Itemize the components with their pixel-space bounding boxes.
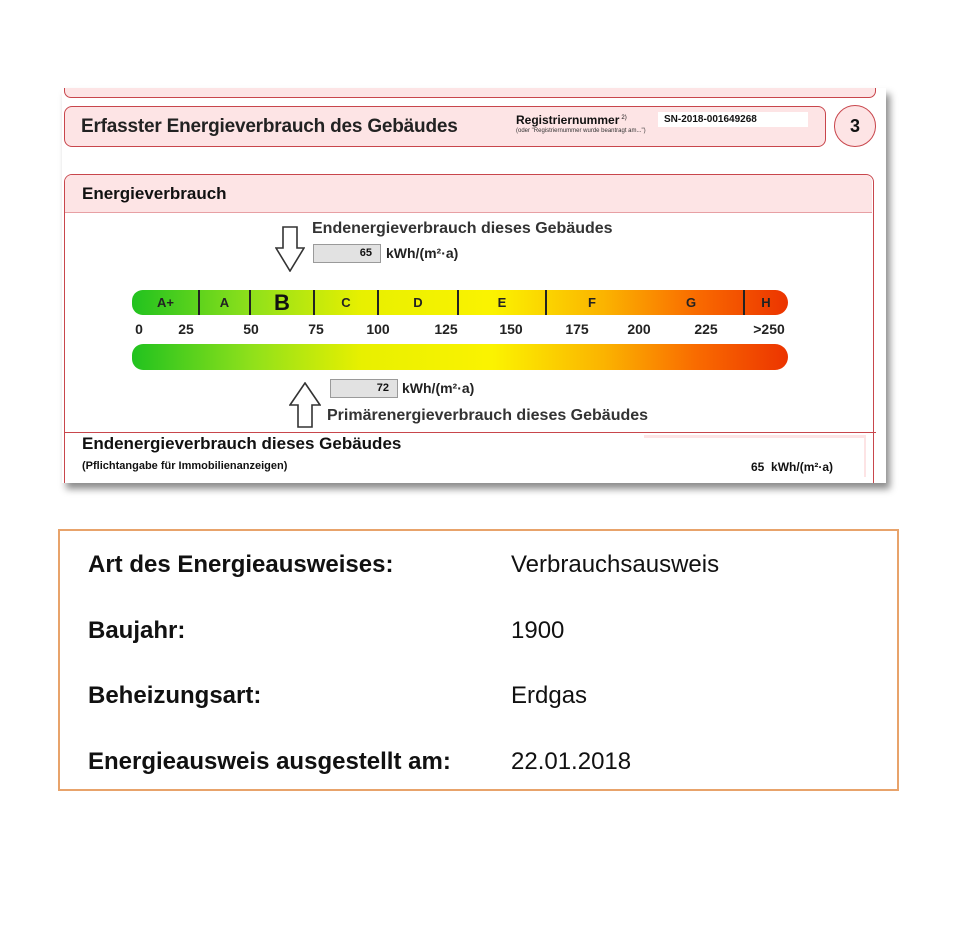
scale-tick-4: 100 (366, 321, 390, 337)
end-energy-value-box: 65 (313, 244, 381, 263)
end-energy-label: Endenergieverbrauch dieses Gebäudes (312, 220, 613, 237)
certificate-title: Erfasster Energieverbrauch des Gebäudes (81, 116, 458, 137)
registration-label: Registriernummer $^{2)}$ (516, 113, 627, 127)
scale-tick-10: >250 (753, 321, 785, 337)
previous-section-edge (64, 88, 876, 98)
detail-value: 1900 (511, 617, 565, 644)
scale-tick-0: 0 (135, 321, 143, 337)
detail-label: Art des Energieausweises: (88, 551, 394, 578)
page-number-badge: 3 (834, 105, 876, 147)
primary-energy-label: Primärenergieverbrauch dieses Gebäudes (327, 407, 649, 424)
scale-tick-7: 175 (565, 321, 589, 337)
detail-label: Baujahr: (88, 617, 186, 644)
energy-class-g: G (685, 295, 697, 310)
footer-value-number: 65 (751, 460, 765, 474)
footer-title: Endenergieverbrauch dieses Gebäudes (82, 434, 402, 453)
energy-class-c: C (341, 295, 351, 310)
energy-class-scale (132, 290, 788, 315)
energy-class-a: A (219, 295, 230, 310)
energy-class-d: D (413, 295, 423, 310)
energy-class-f: F (588, 295, 596, 310)
registration-number: SN-2018-001649268 (658, 112, 808, 127)
consumption-section-title: Energieverbrauch (82, 184, 227, 203)
scale-tick-9: 225 (694, 321, 718, 337)
detail-value: Verbrauchsausweis (511, 551, 720, 578)
energy-gradient-bar (132, 344, 788, 370)
primary-energy-value-box: 72 (330, 379, 398, 398)
scale-tick-6: 150 (499, 321, 523, 337)
energy-class-e: E (497, 295, 507, 310)
footer-divider (64, 432, 876, 433)
primary-energy-unit: kWh/(m²·a) (402, 380, 475, 396)
primary-energy-up-arrow-icon (289, 382, 321, 428)
energy-class-a-plus: A+ (157, 295, 174, 310)
scale-tick-2: 50 (243, 321, 259, 337)
detail-value: 22.01.2018 (511, 748, 632, 775)
energy-certificate-excerpt (62, 88, 886, 483)
scale-tick-5: 125 (434, 321, 458, 337)
energy-class-b: B (274, 290, 290, 315)
scale-tick-3: 75 (308, 321, 324, 337)
scale-tick-1: 25 (178, 321, 194, 337)
footer-value-unit: kWh/(m²·a) (771, 460, 834, 474)
energy-class-h: H (761, 295, 771, 310)
end-energy-unit: kWh/(m²·a) (386, 245, 459, 261)
registration-note: (oder "Registriernummer wurde beantragt am...") (516, 128, 646, 134)
footer-end-energy-value (751, 460, 833, 474)
detail-label: Beheizungsart: (88, 682, 262, 709)
end-energy-down-arrow-icon (275, 226, 305, 272)
detail-label: Energieausweis ausgestellt am: (88, 748, 451, 775)
registration-footnote: 2) (621, 115, 627, 121)
detail-value: Erdgas (511, 682, 588, 709)
scale-tick-8: 200 (627, 321, 651, 337)
footer-note: (Pflichtangabe für Immobilienanzeigen) (82, 460, 288, 472)
details-box (58, 529, 899, 791)
